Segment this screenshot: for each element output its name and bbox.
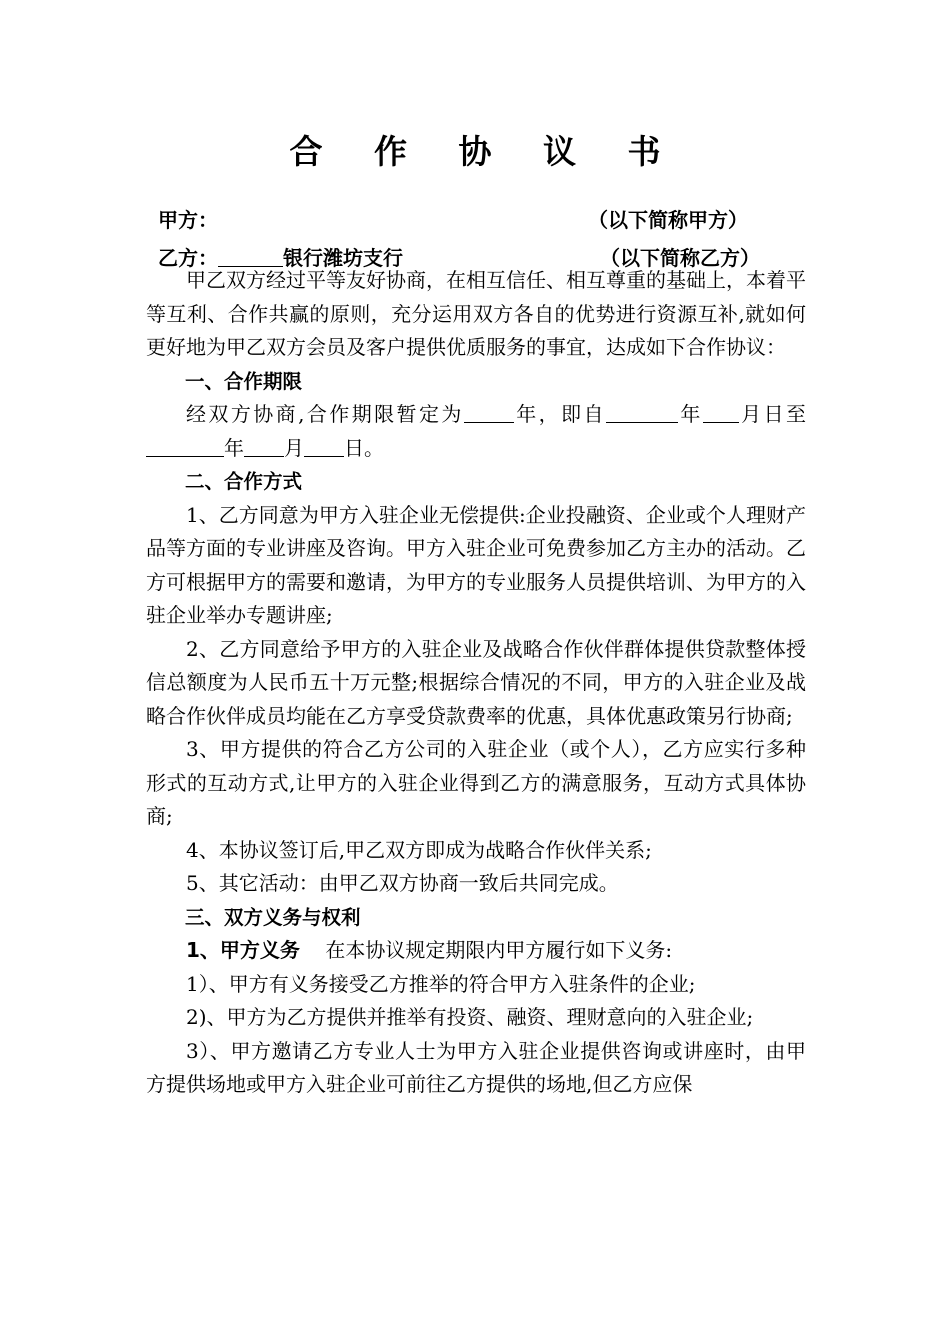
party-a-alias: （以下简称甲方） xyxy=(588,208,748,232)
term-years-blank xyxy=(464,402,514,423)
party-b-label: 乙方： xyxy=(158,246,218,270)
section3-sub-heading: 1、甲方义务 xyxy=(186,938,300,962)
section2-item-4: 4、本协议签订后,甲乙双方即成为战略合作伙伴关系; xyxy=(186,837,652,862)
section2-item-3: 3、甲方提供的符合乙方公司的入驻企业（或个人），乙方应实行多种形式的互动方式,让甲方的入驻企业得到乙方的满意服务，互动方式具体协商; xyxy=(146,737,806,828)
section2-heading: 二、合作方式 xyxy=(185,470,303,493)
section2-item-1: 1、乙方同意为甲方入驻企业无偿提供:企业投融资、企业或个人理财产品等方面的专业讲座及咨询。甲方入驻企业可免费参加乙方主办的活动。乙方可根据甲方的需要和邀请，为甲方的专业服务人员提供培训、为甲方的入驻企业举办专题讲座; xyxy=(146,502,806,627)
section3-item-1: 1）、甲方有义务接受乙方推举的符合甲方入驻条件的企业; xyxy=(186,971,696,996)
section3-heading: 三、双方义务与权利 xyxy=(185,905,361,929)
document-body xyxy=(146,264,806,1102)
document-title: 合 作 协 议 书 xyxy=(289,132,681,171)
section3-sub-paragraph xyxy=(146,934,806,968)
section3-item-3: 3）、甲方邀请乙方专业人士为甲方入驻企业提供咨询或讲座时，由甲方提供场地或甲方入驻企业可前往乙方提供的场地,但乙方应保 xyxy=(146,1038,806,1096)
section2-item-2: 2、乙方同意给予甲方的入驻企业及战略合作伙伴群体提供贷款整体授信总额度为人民币五十万元整;根据综合情况的不同，甲方的入驻企业及战略合作伙伴成员均能在乙方享受贷款费率的优惠，具体优惠政策另行协商; xyxy=(146,636,806,728)
section3-sub-text: 在本协议规定期限内甲方履行如下义务: xyxy=(325,938,673,962)
party-b-alias: （以下简称乙方） xyxy=(600,246,760,270)
start-month-blank xyxy=(703,402,739,423)
party-a-label: 甲方： xyxy=(158,208,218,232)
end-day-blank xyxy=(304,436,344,457)
intro-paragraph: 甲乙双方经过平等友好协商，在相互信任、相互尊重的基础上，本着平等互利、合作共赢的原则，充分运用双方各自的优势进行资源互补,就如何更好地为甲乙双方会员及客户提供优质服务的事宜，达成如下合作协议： xyxy=(146,268,806,359)
section1-heading: 一、合作期限 xyxy=(185,369,303,393)
end-year-blank xyxy=(146,436,224,457)
section3-item-2: 2)、甲方为乙方提供并推举有投资、融资、理财意向的入驻企业; xyxy=(186,1005,754,1029)
end-month-blank xyxy=(244,436,284,457)
start-year-blank xyxy=(606,402,678,423)
party-b-name: 银行潍坊支行 xyxy=(283,246,403,270)
section2-item-5: 5、其它活动：由甲乙双方协商一致后共同完成。 xyxy=(186,871,619,895)
section1-paragraph: 经双方协商,合作期限暂定为 年，即自 年 月日至年 月 日。 xyxy=(146,398,806,465)
